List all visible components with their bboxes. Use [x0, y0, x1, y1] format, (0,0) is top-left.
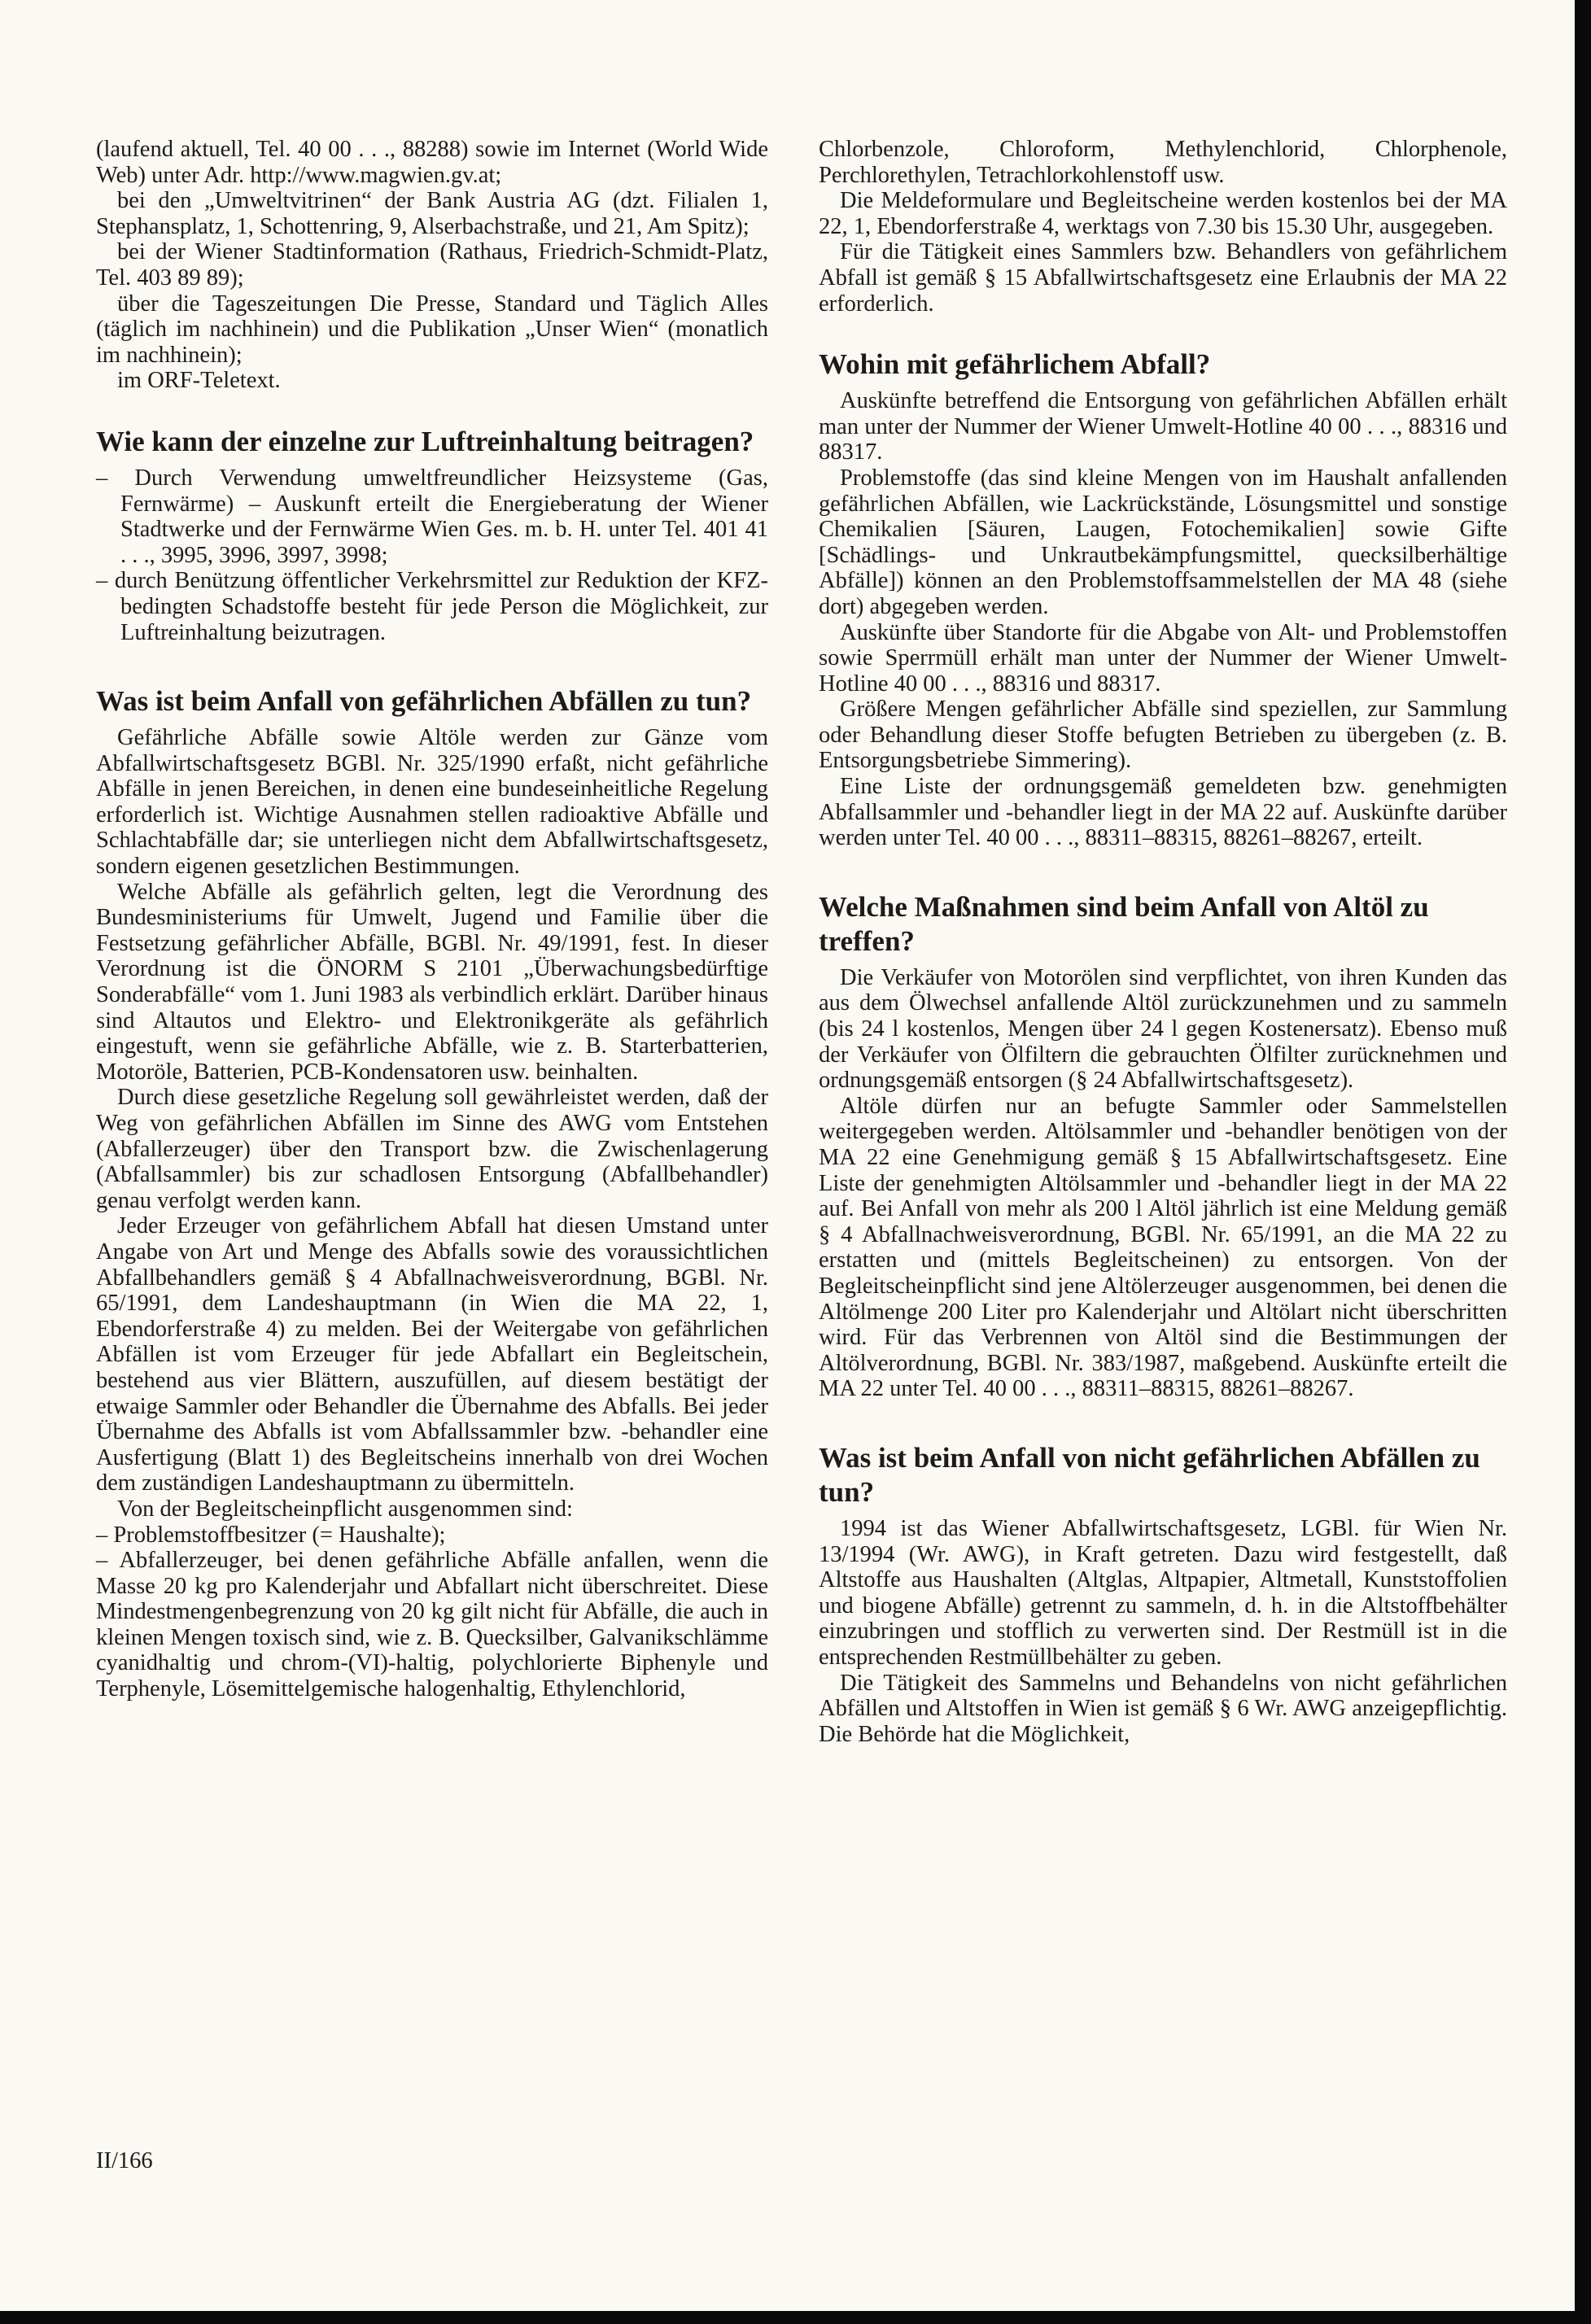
- paragraph: bei der Wiener Stadtinformation (Rathaus, Friedrich-Schmidt-Platz, Tel. 403 89 89);: [96, 239, 768, 290]
- paragraph: Altöle dürfen nur an befugte Sammler oder Sammelstellen weitergegeben werden. Altölsammler und -behandler benötigen von der MA 22 eine Genehmigung gemäß § 15 Abfallwirtschaftsgesetz. Eine Liste der genehmigten Altölsammler und -behandler liegt in der MA 22 auf. Bei Anfall von mehr als 200 l Altöl jährlich ist eine Meldung gemäß § 4 Abfallnachweisverordnung, BGBl. Nr. 65/1991, an die MA 22 zu erstatten und (mittels Begleitscheinen) zu entsorgen. Von der Begleitscheinpflicht sind jene Altölerzeuger ausgenommen, bei denen die Altölmenge 200 Liter pro Kalenderjahr und Altölart nicht überschritten wird. Für das Verbrennen von Altöl sind die Bestimmungen der Altölverordnung, BGBl. Nr. 383/1987, maßgebend. Auskünfte erteilt die MA 22 unter Tel. 40 00 . . ., 88311–88315, 88261–88267.: [819, 1093, 1507, 1402]
- paragraph: Durch diese gesetzliche Regelung soll gewährleistet werden, daß der Weg von gefährlichen Abfällen im Sinne des AWG vom Entstehen (Abfallerzeuger) über den Transport bzw. die Zwischenlagerung (Abfallsammler) bis zur schadlosen Entsorgung (Abfallbehandler) genau verfolgt werden kann.: [96, 1085, 768, 1213]
- list-item: – Durch Verwendung umweltfreundlicher Heizsysteme (Gas, Fernwärme) – Auskunft erteilt die Energieberatung der Wiener Stadtwerke und der Fernwärme Wien Ges. m. b. H. unter Tel. 401 41 . . ., 3995, 3996, 3997, 3998;: [96, 465, 768, 568]
- right-column: [819, 137, 1507, 1747]
- paragraph: Auskünfte über Standorte für die Abgabe von Alt- und Problemstoffen sowie Sperrmüll erhält man unter der Nummer der Wiener Umwelt-Hotline 40 00 . . ., 88316 und 88317.: [819, 619, 1507, 697]
- page-number: II/166: [96, 2148, 153, 2173]
- paragraph: Chlorbenzole, Chloroform, Methylenchlorid, Chlorphenole, Perchlorethylen, Tetrachlorkohlenstoff usw.: [819, 137, 1507, 188]
- paragraph: Eine Liste der ordnungsgemäß gemeldeten bzw. genehmigten Abfallsammler und -behandler liegt in der MA 22 auf. Auskünfte darüber werden unter Tel. 40 00 . . ., 88311–88315, 88261–88267, erteilt.: [819, 774, 1507, 851]
- list-item: – durch Benützung öffentlicher Verkehrsmittel zur Reduktion der KFZ-bedingten Schadstoffe besteht für jede Person die Möglichkeit, zur Luftreinhaltung beizutragen.: [96, 568, 768, 645]
- list-item: – Problemstoffbesitzer (= Haushalte);: [96, 1522, 446, 1548]
- paragraph: im ORF-Teletext.: [117, 368, 281, 394]
- scan-border-bottom: [0, 2311, 1591, 2324]
- paragraph: Die Tätigkeit des Sammelns und Behandelns von nicht gefährlichen Abfällen und Altstoffen in Wien ist gemäß § 6 Wr. AWG anzeigepflichtig. Die Behörde hat die Möglichkeit,: [819, 1670, 1507, 1747]
- paragraph: (laufend aktuell, Tel. 40 00 . . ., 88288) sowie im Internet (World Wide Web) unter Adr. http://www.magwien.gv.at;: [96, 137, 768, 188]
- paragraph: Von der Begleitscheinpflicht ausgenommen sind:: [117, 1496, 573, 1522]
- section-heading: Was ist beim Anfall von gefährlichen Abfällen zu tun?: [96, 685, 752, 718]
- section-heading: Welche Maßnahmen sind beim Anfall von Altöl zu treffen?: [819, 890, 1429, 957]
- paragraph: Gefährliche Abfälle sowie Altöle werden zur Gänze vom Abfallwirtschaftsgesetz BGBl. Nr. 325/1990 erfaßt, nicht gefährliche Abfälle in jenen Bereichen, in denen eine bundeseinheitliche Regelung erforderlich ist. Wichtige Ausnahmen stellen radioaktive Abfälle und Schlachtabfälle dar; sie unterliegen nicht dem Abfallwirtschaftsgesetz, sondern eigenen gesetzlichen Bestimmungen.: [96, 725, 768, 880]
- paragraph: Die Meldeformulare und Begleitscheine werden kostenlos bei der MA 22, 1, Ebendorferstraße 4, werktags von 7.30 bis 15.30 Uhr, ausgegeben.: [819, 188, 1507, 239]
- list-item: – Abfallerzeuger, bei denen gefährliche Abfälle anfallen, wenn die Masse 20 kg pro Kalenderjahr und Abfallart nicht überschreitet. Diese Mindestmengenbegrenzung von 20 kg gilt nicht für Abfälle, die auch in kleinen Mengen toxisch sind, wie z. B. Quecksilber, Galvanikschlämme cyanidhaltig und chrom-(VI)-haltig, polychlorierte Biphenyle und Terphenyle, Lösemittelgemische halogenhaltig, Ethylenchlorid,: [96, 1548, 768, 1702]
- paragraph: Größere Mengen gefährlicher Abfälle sind speziellen, zur Sammlung oder Behandlung dieser Stoffe befugten Betrieben zu übergeben (z. B. Entsorgungsbetriebe Simmering).: [819, 697, 1507, 774]
- paragraph: Die Verkäufer von Motorölen sind verpflichtet, von ihren Kunden das aus dem Ölwechsel anfallende Altöl zurückzunehmen und zu sammeln (bis 24 l kostenlos, Mengen über 24 l gegen Kostenersatz). Ebenso muß der Verkäufer von Ölfiltern die gebrauchten Ölfilter zurücknehmen und ordnungsgemäß entsorgen (§ 24 Abfallwirtschaftsgesetz).: [819, 964, 1507, 1094]
- paragraph: 1994 ist das Wiener Abfallwirtschaftsgesetz, LGBl. für Wien Nr. 13/1994 (Wr. AWG), in Kraft getreten. Dazu wird festgestellt, daß Altstoffe aus Haushalten (Altglas, Altpapier, Altmetall, Kunststoffolien und biogene Abfälle) getrennt zu sammeln, d. h. in die Altstoffbehälter einzubringen und stofflich zu verwerten sind. Der Restmüll ist in die entsprechenden Restmüllbehälter zu geben.: [819, 1515, 1507, 1670]
- paragraph: Welche Abfälle als gefährlich gelten, legt die Verordnung des Bundesministeriums für Umwelt, Jugend und Familie über die Festsetzung gefährlicher Abfälle, BGBl. Nr. 49/1991, fest. In dieser Verordnung ist die ÖNORM S 2101 „Überwachungsbedürftige Sonderabfälle“ vom 1. Juni 1983 als verbindlich erklärt. Darüber hinaus sind Altautos und Elektro- und Elektronikgeräte als gefährlich eingestuft, wenn sie gefährliche Abfälle, wie z. B. Starterbatterien, Motoröle, Batterien, PCB-Kondensatoren usw. beinhalten.: [96, 879, 768, 1085]
- paragraph: Jeder Erzeuger von gefährlichem Abfall hat diesen Umstand unter Angabe von Art und Menge des Abfalls sowie des voraussichtlichen Abfallbehandlers gemäß § 4 Abfallnachweisverordnung, BGBl. Nr. 65/1991, dem Landeshauptmann (in Wien die MA 22, 1, Ebendorferstraße 4) zu melden. Bei der Weitergabe von gefährlichen Abfällen ist vom Erzeuger für jede Abfallart ein Begleitschein, bestehend aus vier Blättern, auszufüllen, auf diesem bestätigt der etwaige Sammler oder Behandler die Übernahme des Abfalls. Bei jeder Übernahme des Abfalls ist vom Abfallssammler bzw. -behandler eine Ausfertigung (Blatt 1) des Begleitscheins innerhalb von drei Wochen dem zuständigen Landeshauptmann zu übermitteln.: [96, 1213, 768, 1496]
- paragraph: bei den „Umweltvitrinen“ der Bank Austria AG (dzt. Filialen 1, Stephansplatz, 1, Schottenring, 9, Alserbachstraße, und 21, Am Spitz);: [96, 188, 768, 239]
- scan-border-right: [1575, 0, 1591, 2324]
- section-heading: Wohin mit gefährlichem Abfall?: [819, 348, 1211, 381]
- section-heading: Wie kann der einzelne zur Luftreinhaltung beitragen?: [96, 425, 754, 457]
- section-heading: Was ist beim Anfall von nicht gefährlichen Abfällen zu tun?: [819, 1441, 1480, 1508]
- paragraph: Für die Tätigkeit eines Sammlers bzw. Behandlers von gefährlichem Abfall ist gemäß § 15 Abfallwirtschaftsgesetz eine Erlaubnis der MA 22 erforderlich.: [819, 239, 1507, 317]
- paragraph: über die Tageszeitungen Die Presse, Standard und Täglich Alles (täglich im nachhinein) und die Publikation „Unser Wien“ (monatlich im nachhinein);: [96, 290, 768, 368]
- paragraph: Auskünfte betreffend die Entsorgung von gefährlichen Abfällen erhält man unter der Nummer der Wiener Umwelt-Hotline 40 00 . . ., 88316 und 88317.: [819, 388, 1507, 465]
- left-column: [96, 137, 768, 1702]
- paragraph: Problemstoffe (das sind kleine Mengen von im Haushalt anfallenden gefährlichen Abfällen, wie Lackrückstände, Lösungsmittel und sonstige Chemikalien [Säuren, Laugen, Fotochemikalien] sowie Gifte [Schädlings- und Unkrautbekämpfungsmittel, quecksilberhältige Abfälle]) können an den Problemstoffsammelstellen der MA 48 (siehe dort) abgegeben werden.: [819, 465, 1507, 619]
